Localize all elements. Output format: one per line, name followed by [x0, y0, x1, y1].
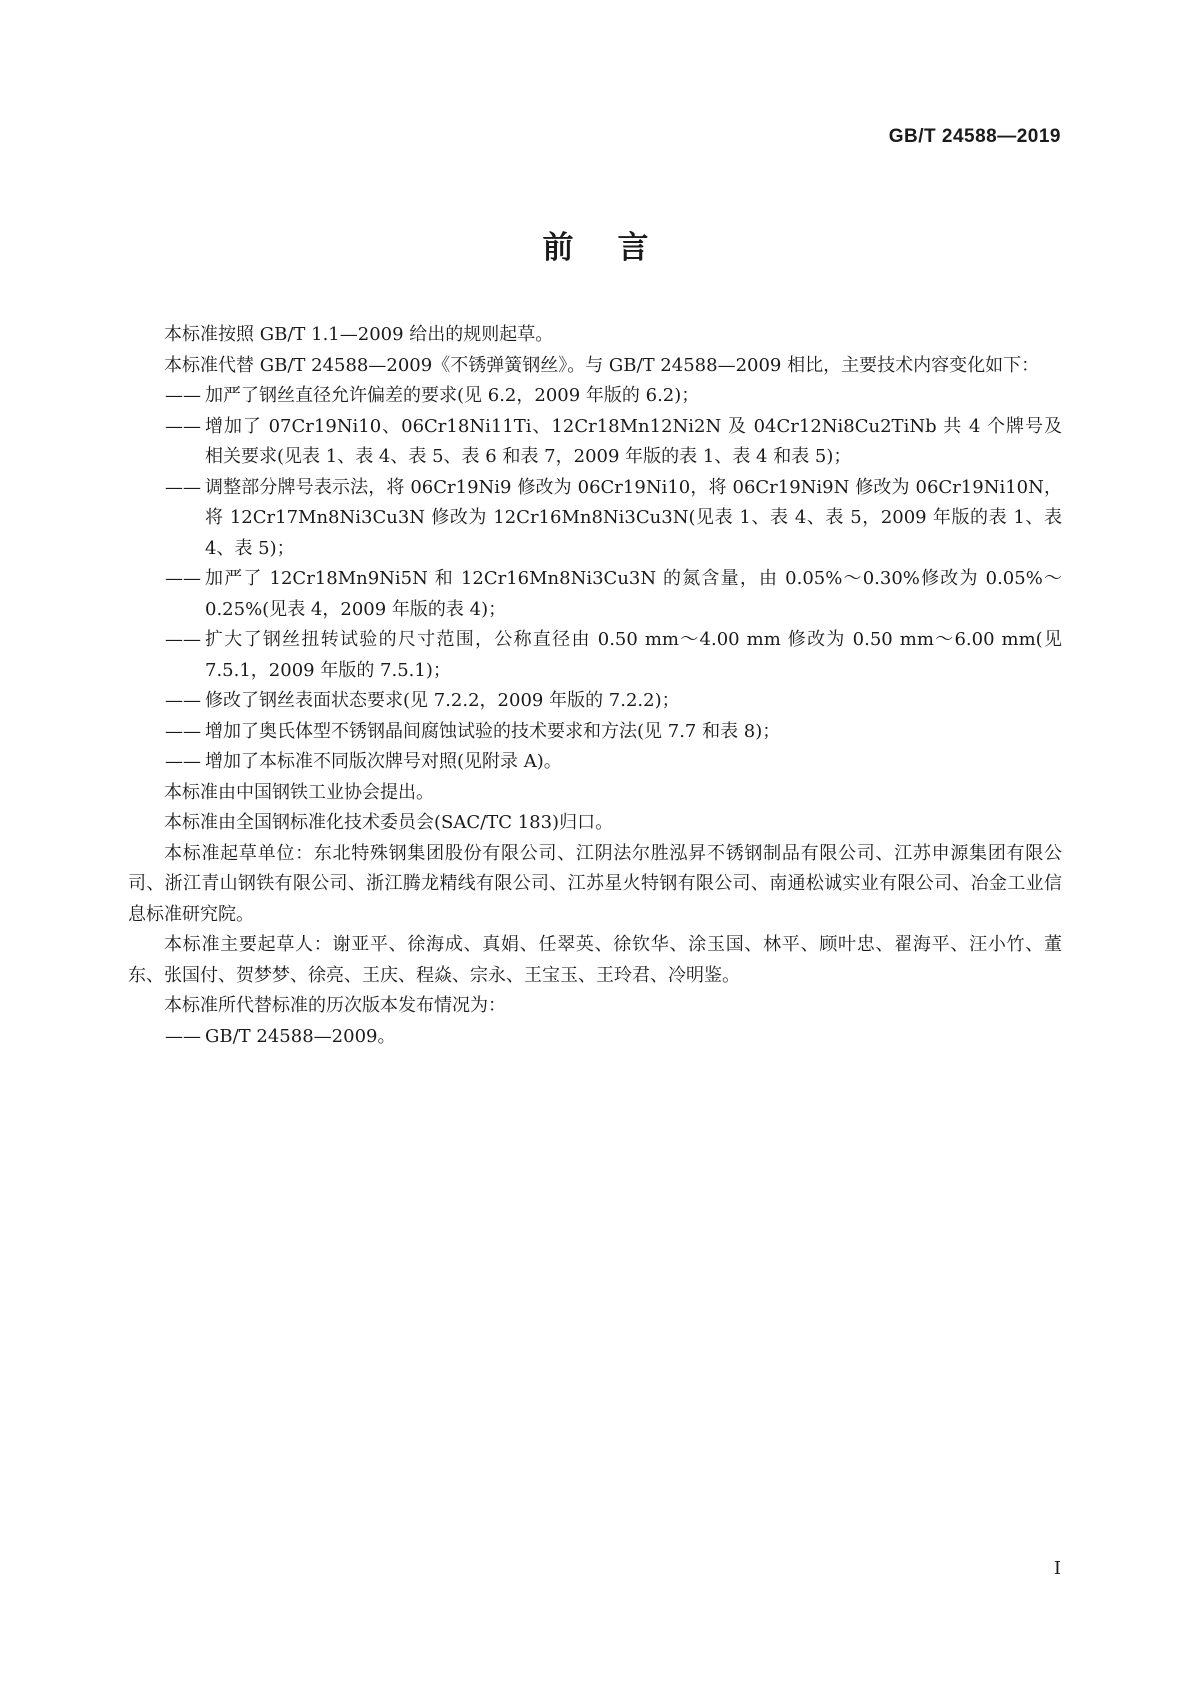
dash-marker: ——	[165, 1025, 201, 1047]
page-title: 前言	[542, 230, 693, 266]
paragraph-committee: 本标准由全国钢标准化技术委员会(SAC/TC 183)归口。	[164, 812, 614, 833]
paragraph-proposer: 本标准由中国钢铁工业协会提出。	[164, 781, 434, 803]
list-item	[128, 686, 1062, 717]
dash-marker: ——	[165, 629, 201, 650]
paragraph-drafting-rules: 本标准按照 GB/T 1.1—2009 给出的规则起草。	[164, 324, 554, 345]
dash-marker: ——	[165, 720, 201, 742]
list-item	[128, 717, 1062, 748]
list-item-text: 调整部分牌号表示法，将 06Cr19Ni9 修改为 06Cr19Ni10，将 06Cr19Ni9N 修改为 06Cr19Ni10N，将 12Cr17Mn8Ni3Cu3N 修改为 12Cr16Mn8Ni3Cu3N(见表 1、表 4、表 5，2009 年版的表 1、表 4、表 5)；	[205, 476, 1062, 559]
paragraph-drafting-units: 本标准起草单位：东北特殊钢集团股份有限公司、江阴法尔胜泓昇不锈钢制品有限公司、江苏申源集团有限公司、浙江青山钢铁有限公司、浙江腾龙精线有限公司、江苏星火特钢有限公司、南通松诚实业有限公司、冶金工业信息标准研究院。	[128, 842, 1062, 925]
changes-list	[128, 381, 1062, 778]
list-item	[128, 625, 1062, 686]
page-number: I	[1053, 1558, 1061, 1579]
list-item	[128, 381, 1062, 412]
list-item-text: GB/T 24588—2009。	[205, 1025, 396, 1047]
list-item-text: 扩大了钢丝扭转试验的尺寸范围，公称直径由 0.50 mm～4.00 mm 修改为 0.50 mm～6.00 mm(见 7.5.1，2009 年版的 7.5.1)；	[205, 629, 1062, 681]
standard-code: GB/T 24588—2019	[888, 126, 1061, 147]
list-item-text: 增加了本标准不同版次牌号对照(见附录 A)。	[205, 751, 562, 772]
list-item	[128, 473, 1062, 565]
list-item	[128, 412, 1062, 473]
list-item	[128, 1022, 1062, 1053]
document-body	[128, 320, 1062, 1052]
paragraph-replacement: 本标准代替 GB/T 24588—2009《不锈弹簧钢丝》。与 GB/T 24588—2009 相比，主要技术内容变化如下：	[164, 354, 1040, 376]
paragraph-history-intro: 本标准所代替标准的历次版本发布情况为：	[164, 995, 506, 1016]
list-item-text: 增加了 07Cr19Ni10、06Cr18Ni11Ti、12Cr18Mn12Ni2N 及 04Cr12Ni8Cu2TiNb 共 4 个牌号及相关要求(见表 1、表 4、表 5、表 6 和表 7，2009 年版的表 1、表 4 和表 5)；	[205, 415, 1062, 467]
dash-marker: ——	[165, 385, 201, 406]
list-item-text: 增加了奥氏体型不锈钢晶间腐蚀试验的技术要求和方法(见 7.7 和表 8)；	[205, 720, 781, 742]
history-list	[128, 1022, 1062, 1053]
list-item	[128, 564, 1062, 625]
list-item-text: 加严了钢丝直径允许偏差的要求(见 6.2，2009 年版的 6.2)；	[205, 385, 700, 406]
dash-marker: ——	[165, 690, 201, 711]
dash-marker: ——	[165, 751, 201, 772]
list-item-text: 修改了钢丝表面状态要求(见 7.2.2，2009 年版的 7.2.2)；	[205, 690, 680, 711]
dash-marker: ——	[165, 568, 201, 589]
list-item-text: 加严了 12Cr18Mn9Ni5N 和 12Cr16Mn8Ni3Cu3N 的氮含量，由 0.05%～0.30%修改为 0.05%～0.25%(见表 4，2009 年版的表 4)；	[205, 568, 1062, 620]
paragraph-drafters: 本标准主要起草人：谢亚平、徐海成、真娟、任翠英、徐钦华、涂玉国、林平、顾叶忠、翟海平、汪小竹、董东、张国付、贺梦梦、徐亮、王庆、程焱、宗永、王宝玉、王玲君、冷明鉴。	[128, 934, 1062, 986]
dash-marker: ——	[165, 476, 201, 498]
list-item	[128, 747, 1062, 778]
dash-marker: ——	[165, 415, 201, 437]
